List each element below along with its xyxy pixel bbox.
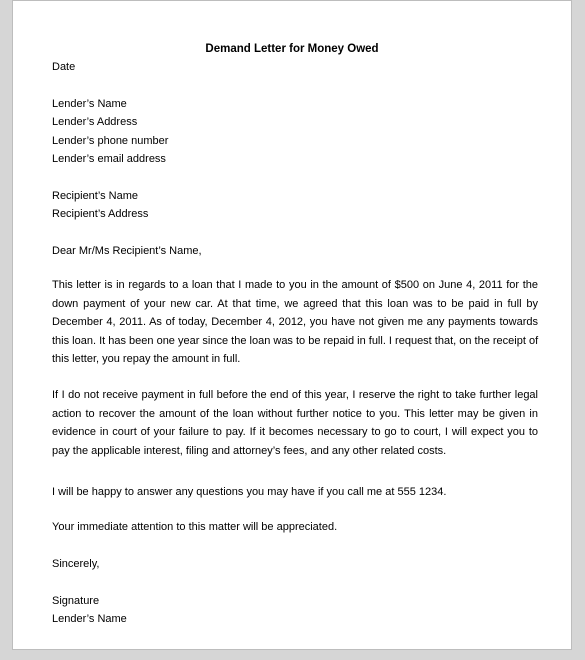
paragraph-attention: Your immediate attention to this matter will be appreciated. — [52, 521, 338, 533]
signature: Signature — [52, 595, 100, 607]
document-page — [12, 0, 572, 650]
date-line: Date — [52, 61, 76, 73]
paragraph-line: evidence in court of your failure to pay. If it becomes necessary to go to court, I will expect you to — [52, 426, 538, 438]
salutation: Dear Mr/Ms Recipient’s Name, — [52, 245, 202, 257]
lender-email: Lender’s email address — [52, 153, 166, 165]
paragraph-loan-details — [52, 276, 538, 369]
paragraph-line: this letter, you repay the amount in full. — [52, 353, 241, 365]
paragraph-line: this loan. It has been one year since the loan was to be repaid in full. I request that, on the receipt of — [52, 334, 539, 347]
paragraph-contact: I will be happy to answer any questions you may have if you call me at 555 1234. — [52, 486, 447, 498]
lender-name: Lender’s Name — [52, 98, 127, 110]
lender-address: Lender’s Address — [52, 116, 138, 128]
paragraph-line: December 4, 2011. As of today, December 4, 2012, you have not given me any payments towards — [52, 316, 538, 328]
signer-name: Lender’s Name — [52, 613, 127, 625]
lender-phone: Lender’s phone number — [52, 135, 169, 147]
document-title: Demand Letter for Money Owed — [205, 43, 379, 55]
closing: Sincerely, — [52, 558, 100, 570]
paragraph-line: action to recover the amount of the loan without further notice to you. This letter may be given in — [52, 407, 538, 420]
paragraph-line: down payment of your new car. At that time, we agreed that this loan was to be paid in full by — [52, 297, 538, 310]
paragraph-legal-action — [52, 386, 538, 460]
recipient-address: Recipient’s Address — [52, 208, 149, 220]
paragraph-line: pay the applicable interest, filing and attorney’s fees, and any other related costs. — [52, 444, 447, 457]
recipient-name: Recipient’s Name — [52, 190, 139, 202]
paragraph-line: If I do not receive payment in full before the end of this year, I reserve the right to take further legal — [52, 389, 538, 401]
paragraph-line: This letter is in regards to a loan that I made to you in the amount of $500 on June 4, 2011 for the — [52, 279, 538, 291]
